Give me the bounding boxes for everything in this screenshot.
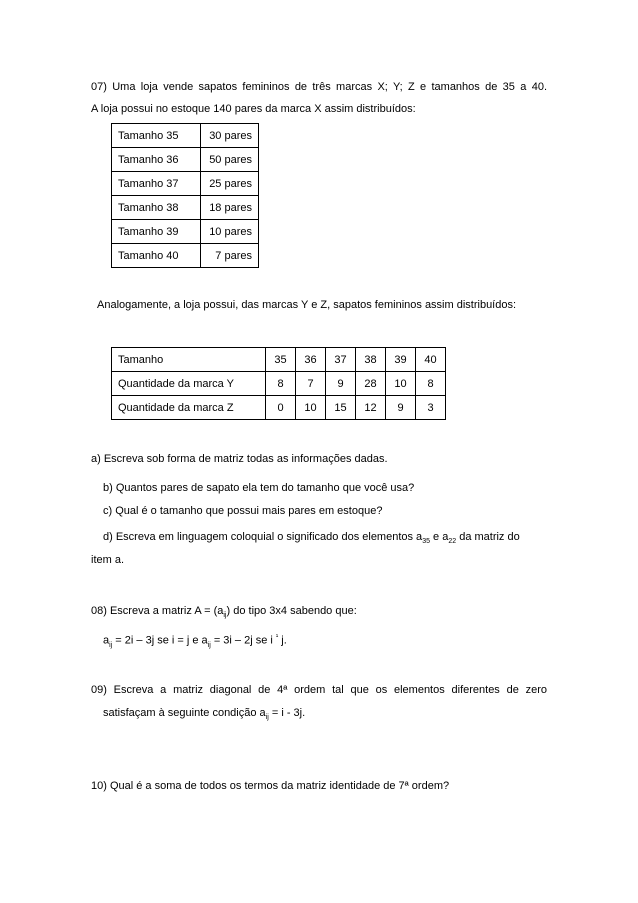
- table-cell: 9: [326, 372, 356, 396]
- table-cell-qty: 7 pares: [201, 244, 259, 268]
- table-cell-qty: 25 pares: [201, 172, 259, 196]
- table-cell: 10: [296, 396, 326, 420]
- table-row-label: Quantidade da marca Z: [112, 396, 266, 420]
- table-cell: 3: [416, 396, 446, 420]
- q08-sub: ij: [223, 612, 227, 620]
- table-header-label: Tamanho: [112, 348, 266, 372]
- q07-item-c: c) Qual é o tamanho que possui mais pares em estoque?: [103, 505, 383, 517]
- q07-item-d-text3: da matriz do: [456, 531, 520, 543]
- table-cell-qty: 30 pares: [201, 124, 259, 148]
- q07-item-d-sub2: 22: [448, 538, 457, 546]
- table-row: [112, 124, 259, 148]
- table-cell-qty: 10 pares: [201, 220, 259, 244]
- table-cell: 9: [386, 396, 416, 420]
- q08-formula-b: = 2i – 3j se i = j e a: [112, 634, 208, 647]
- table-row: [112, 244, 259, 268]
- q07-item-d-line2: item a.: [91, 554, 125, 566]
- q08-formula-a: a: [103, 634, 110, 647]
- q07-line1: 07) Uma loja vende sapatos femininos de três marcas X; Y; Z e tamanhos de 35 a 40.: [91, 81, 547, 93]
- table-row: [112, 396, 446, 420]
- table-row: [112, 148, 259, 172]
- q09-text2: = i - 3j.: [268, 707, 306, 719]
- q09-sub: ij: [265, 714, 269, 722]
- table-cell: 7: [296, 372, 326, 396]
- table-cell: 8: [266, 372, 296, 396]
- table-cell: 12: [356, 396, 386, 420]
- table-row: [112, 372, 446, 396]
- q08-formula-c: = 3i – 2j se i: [210, 634, 276, 647]
- q08-text1: 08) Escreva a matriz A = (a: [91, 605, 224, 617]
- table-header-size: 38: [356, 348, 386, 372]
- table-cell-size: Tamanho 40: [112, 244, 201, 268]
- q07-item-d-text1: d) Escreva em linguagem coloquial o significado dos elementos a: [103, 531, 423, 543]
- table-row: [112, 172, 259, 196]
- table-header-size: 37: [326, 348, 356, 372]
- q07-item-b: b) Quantos pares de sapato ela tem do tamanho que você usa?: [103, 482, 415, 494]
- table-cell: 10: [386, 372, 416, 396]
- table-cell: 0: [266, 396, 296, 420]
- q09-line2: [103, 706, 305, 725]
- table-cell: 8: [416, 372, 446, 396]
- table-cell-size: Tamanho 35: [112, 124, 201, 148]
- q08-text2: ) do tipo 3x4 sabendo que:: [226, 605, 357, 617]
- q07-intro-yz: Analogamente, a loja possui, das marcas Y e Z, sapatos femininos assim distribuídos:: [97, 299, 517, 311]
- q08-formula-d: j.: [278, 634, 287, 647]
- table-cell-size: Tamanho 36: [112, 148, 201, 172]
- table-cell-size: Tamanho 37: [112, 172, 201, 196]
- brand-yz-table: [111, 347, 446, 420]
- table-row: [112, 220, 259, 244]
- brand-x-table: [111, 123, 259, 268]
- table-cell: 15: [326, 396, 356, 420]
- table-header-size: 40: [416, 348, 446, 372]
- table-row: [112, 196, 259, 220]
- q08-line2: [103, 631, 287, 653]
- table-cell-size: Tamanho 39: [112, 220, 201, 244]
- table-cell-size: Tamanho 38: [112, 196, 201, 220]
- table-row-label: Quantidade da marca Y: [112, 372, 266, 396]
- q07-item-d: [103, 530, 520, 549]
- q08-formula-sub2: ij: [207, 641, 211, 649]
- q08-formula-sub1: ij: [109, 641, 113, 649]
- table-header-size: 35: [266, 348, 296, 372]
- table-header-size: 36: [296, 348, 326, 372]
- q07-item-d-text2: e a: [429, 531, 449, 543]
- q07-item-a: a) Escreva sob forma de matriz todas as informações dadas.: [91, 453, 388, 465]
- q09-line1: 09) Escreva a matriz diagonal de 4ª ordem tal que os elementos diferentes de zero: [91, 684, 547, 696]
- q09-text1: satisfaçam à seguinte condição a: [103, 707, 266, 719]
- table-cell: 28: [356, 372, 386, 396]
- table-cell-qty: 50 pares: [201, 148, 259, 172]
- table-row: [112, 348, 446, 372]
- table-header-size: 39: [386, 348, 416, 372]
- table-cell-qty: 18 pares: [201, 196, 259, 220]
- q08-line1: [91, 604, 357, 623]
- q07-item-d-sub1: 35: [422, 538, 430, 546]
- q07-line2: A loja possui no estoque 140 pares da marca X assim distribuídos:: [91, 103, 416, 115]
- q10-line1: 10) Qual é a soma de todos os termos da matriz identidade de 7ª ordem?: [91, 780, 450, 792]
- q08-formula-sup: ¹: [275, 634, 279, 641]
